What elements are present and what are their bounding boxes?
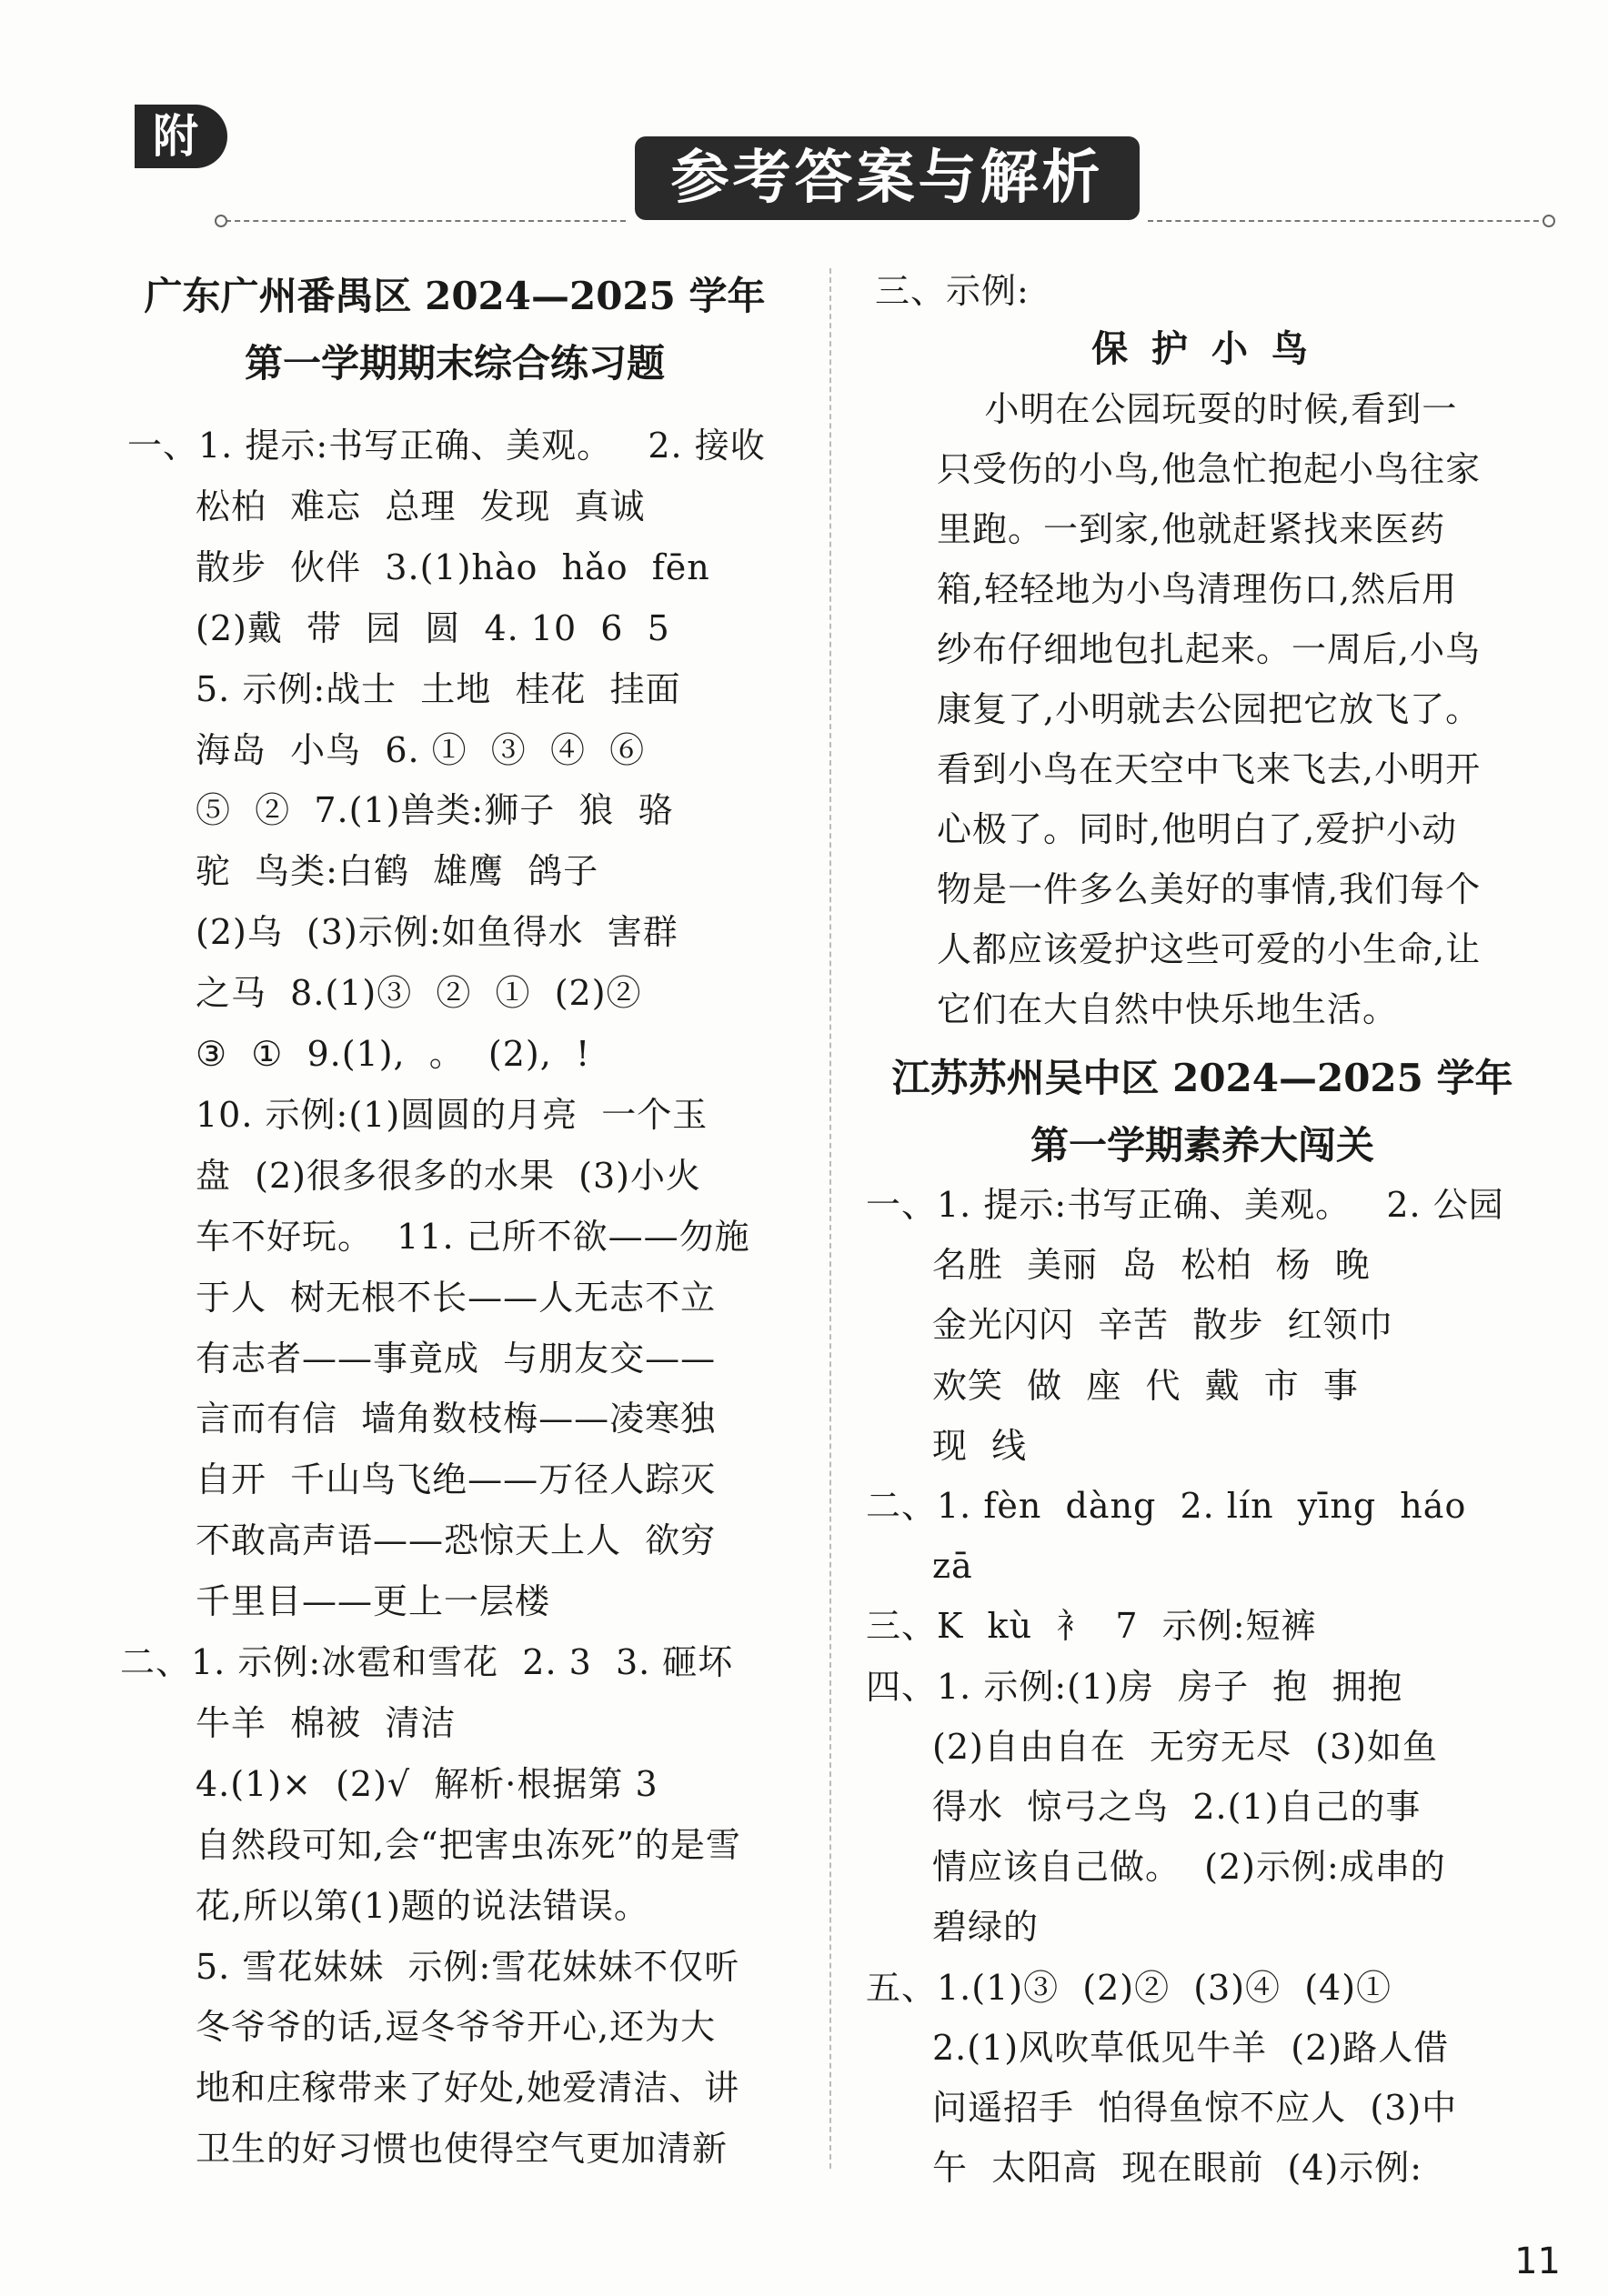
answer-line: 情应该自己做。 (2)示例:成串的 [932,1847,1446,1888]
answer-line: 2.(1)风吹草低见牛羊 (2)路人借 [932,2027,1450,2068]
answer-line: 10. 示例:(1)圆圆的月亮 一个玉 [196,1094,709,1135]
answer-line: 得水 惊弓之鸟 2.(1)自己的事 [932,1787,1422,1827]
left-section-title-line-2: 第一学期期末综合练习题 [244,341,665,386]
answer-line: 里跑。一到家,他就赶紧找来医药 [937,509,1446,549]
right-section-title-line-1: 江苏苏州吴中区 2024—2025 学年 [891,1056,1513,1100]
column-divider [829,268,831,2169]
answer-line: 康复了,小明就去公园把它放飞了。 [937,689,1482,729]
answer-line: 于人 树无根不长——人无志不立 [196,1277,717,1318]
title-rule-right [1148,220,1548,222]
answer-line: 驼 鸟类:白鹤 雄鹰 鸽子 [196,851,599,892]
answer-line: 午 太阳高 现在眼前 (4)示例: [932,2148,1423,2189]
answer-line: 二、1. 示例:冰雹和雪花 2. 3 3. 砸坏 [120,1642,734,1682]
answer-line: (2)自由自在 无穷无尽 (3)如鱼 [932,1726,1438,1767]
answer-line: ③ ① 9.(1), 。 (2), ! [196,1034,591,1074]
answer-line: 只受伤的小鸟,他急忙抱起小鸟往家 [937,449,1482,489]
answer-line: 看到小鸟在天空中飞来飞去,小明开 [937,749,1482,789]
answer-line: 牛羊 棉被 清洁 [196,1702,457,1743]
answer-line: zā [932,1546,973,1587]
answer-line: 一、1. 提示:书写正确、美观。 2. 公园 [866,1185,1504,1225]
answer-line: 现 线 [932,1425,1028,1466]
answer-line: 欢笑 做 座 代 戴 市 事 [932,1365,1359,1406]
answer-line: 碧绿的 [932,1907,1040,1948]
answer-line: 卫生的好习惯也使得空气更加清新 [196,2129,729,2170]
rule-end-dot-right [1543,215,1555,227]
answer-line: ⑤ ② 7.(1)兽类:狮子 狼 骆 [196,790,674,831]
answer-line: 花,所以第(1)题的说法错误。 [196,1885,649,1926]
answer-line: 之马 8.(1)③ ② ① (2)② [196,973,642,1014]
rule-end-dot-left [215,215,227,227]
answer-line: 自然段可知,会“把害虫冻死”的是雪 [196,1824,741,1865]
answer-line: 4.(1)× (2)√ 解析·根据第 3 [196,1763,658,1804]
answer-line: 5. 雪花妹妹 示例:雪花妹妹不仅听 [196,1946,740,1987]
answer-line: 它们在大自然中快乐地生活。 [937,989,1399,1029]
appendix-tag: 附 [135,105,227,168]
answer-line: (2)乌 (3)示例:如鱼得水 害群 [196,912,678,953]
answer-line: 地和庄稼带来了好处,她爱清洁、讲 [196,2068,740,2109]
answer-line: 名胜 美丽 岛 松柏 杨 晚 [932,1245,1371,1286]
answer-line: 二、1. fèn dàng 2. lín yīng háo [866,1486,1467,1526]
answer-line: 海岛 小鸟 6. ① ③ ④ ⑥ [196,729,646,770]
answer-line: 金光闪闪 辛苦 散步 红领巾 [932,1305,1394,1346]
answer-line: 有志者——事竟成 与朋友交—— [196,1338,717,1379]
answer-line: 一、1. 提示:书写正确、美观。 2. 接收 [127,426,766,466]
answer-line: 5. 示例:战士 土地 桂花 挂面 [196,668,681,709]
answer-line: 千里目——更上一层楼 [196,1581,551,1622]
answer-line: 物是一件多么美好的事情,我们每个 [937,869,1482,909]
answer-line: 车不好玩。 11. 己所不欲——勿施 [196,1216,750,1257]
page-title: 参考答案与解析 [635,136,1140,220]
essay-title: 保 护 小 鸟 [1091,327,1313,370]
essay-intro: 三、示例: [875,271,1030,311]
answer-line: 三、K kù 衤 7 示例:短裤 [866,1606,1317,1647]
answer-line: 人都应该爱护这些可爱的小生命,让 [937,929,1482,969]
answer-line: 散步 伙伴 3.(1)hào hǎo fēn [196,546,710,587]
answer-line: 自开 千山鸟飞绝——万径人踪灭 [196,1459,717,1500]
answer-line: 松柏 难忘 总理 发现 真诚 [196,486,646,526]
answer-line: 冬爷爷的话,逗冬爷爷开心,还为大 [196,2007,717,2048]
answer-line: 五、1.(1)③ (2)② (3)④ (4)① [866,1967,1392,2008]
answer-line: 箱,轻轻地为小鸟清理伤口,然后用 [937,569,1458,609]
right-section-title-line-2: 第一学期素养大闯关 [1030,1123,1374,1168]
answer-line: 盘 (2)很多很多的水果 (3)小火 [196,1155,701,1196]
answer-line: 纱布仔细地包扎起来。一周后,小鸟 [937,629,1482,669]
left-section-title-line-1: 广东广州番禺区 2024—2025 学年 [144,274,766,318]
answer-line: 心极了。同时,他明白了,爱护小动 [937,809,1458,849]
answer-line: 不敢高声语——恐惊天上人 欲穷 [196,1520,717,1561]
answer-line: 四、1. 示例:(1)房 房子 抱 拥抱 [866,1666,1403,1707]
answer-line: 小明在公园玩耍的时候,看到一 [937,389,1458,429]
answer-line: (2)戴 带 园 圆 4. 10 6 5 [196,607,670,648]
answer-line: 言而有信 墙角数枝梅——凌寒独 [196,1399,717,1439]
page-number: 11 [1514,2241,1561,2282]
title-rule-left [226,220,626,222]
answer-line: 问遥招手 怕得鱼惊不应人 (3)中 [932,2088,1458,2128]
